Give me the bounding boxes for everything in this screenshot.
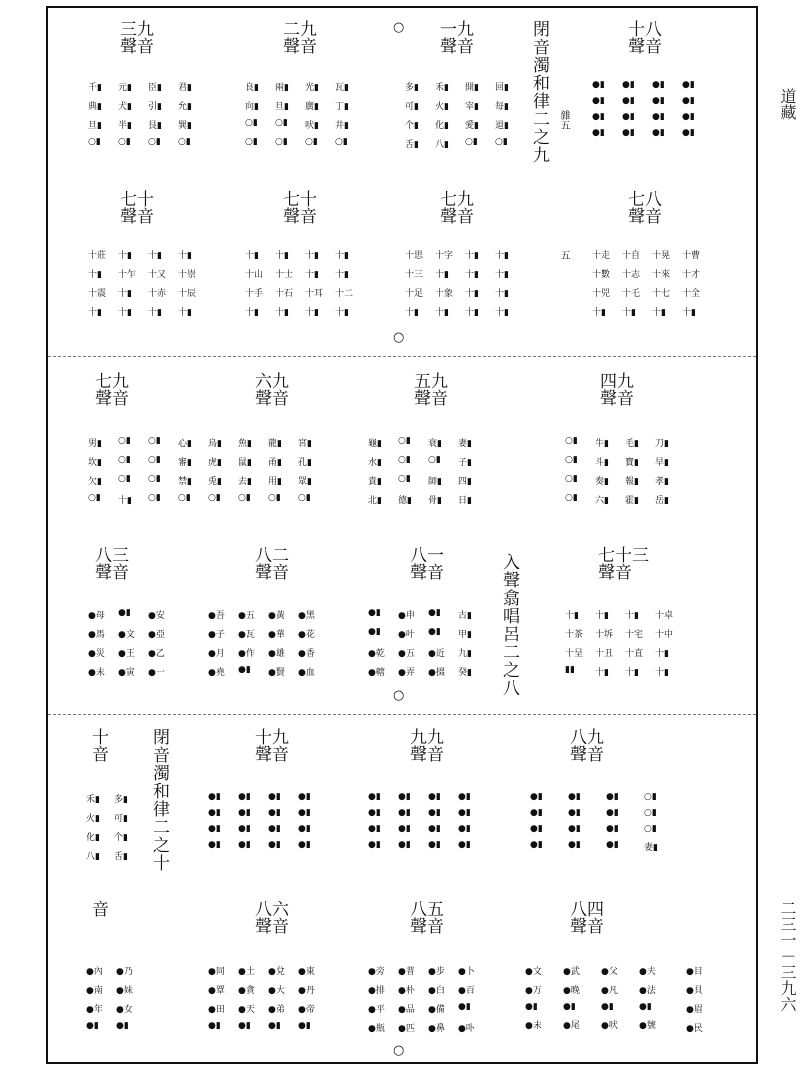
char-grid: 龜▮ ○▮ 衰▮ 妻▮ 水▮ ○▮ ○▮ 子▮ 貴▮ ○▮ 師▮ 四▮ 北▮ 德▮ 骨▮ 日▮	[368, 436, 472, 506]
char-grid: 良▮ 兩▮ 光▮ 瓦▮ 向▮ 旦▮ 廣▮ 丁▮ ○▮ ○▮ 吠▮ 井▮ ○▮ ○▮ ○▮ ○▮	[245, 83, 349, 147]
char-grid: ●▮ ●申 ●▮ 古▮ ●▮ ●叶 ●▮ 甲▮ ●乾 ●五 ●近 九▮ ●轄 ●弄 ●掇 癸▮	[368, 608, 472, 678]
tone-heading: 十八 聲音	[628, 20, 662, 57]
char-grid: 禾▮ 多▮ 火▮ 可▮ 化▮ 个▮ 八▮ 舌▮	[86, 795, 128, 862]
tone-heading: 七十 聲音	[283, 190, 317, 227]
char-grid: 十▮ 十▮ 十▮ 十卓 十茶 十坼 十宅 十中 十呈 十丑 十直 十▮ ▮▮ 十▮ 十▮ 十▮	[565, 611, 674, 678]
tone-heading: 三九 聲音	[120, 20, 154, 57]
circle-mark: ○	[393, 20, 405, 35]
tone-heading: 七十 聲音	[120, 190, 154, 227]
circle-mark: ○	[393, 688, 405, 703]
char-grid: ●目 ●貝 ●眉 ●民	[686, 967, 703, 1034]
small-note: 五	[558, 250, 569, 260]
section-title: 入聲翕唱呂二之八	[499, 553, 519, 697]
section-divider	[48, 714, 756, 715]
circle-mark: ○	[393, 330, 405, 345]
small-note: 雜五	[558, 110, 569, 130]
char-grid: ●▮ ●▮ ●▮ ○▮ ●▮ ●▮ ●▮ ○▮ ●▮ ●▮ ●▮ ○▮ ●▮ ●▮ ●▮ 妻▮	[530, 792, 658, 853]
char-grid: ○▮ 牛▮ 毛▮ 刀▮ ○▮ 斗▮ 寶▮ 早▮ ○▮ 奏▮ 報▮ 孝▮ ○▮ 六▮ 霍▮ 岳▮	[565, 436, 669, 506]
tone-heading: 一九 聲音	[440, 20, 474, 57]
tone-heading: 七八 聲音	[628, 190, 662, 227]
tone-heading: 二九 聲音	[283, 20, 317, 57]
char-grid: ●母 ●▮ ●安 ●馬 ●文 ●亞 ●災 ●王 ●乙 ●未 ●寅 ●一	[88, 608, 165, 678]
section-title: 閉音濁和律二之九	[529, 20, 549, 164]
section-divider	[48, 356, 756, 357]
tone-heading: 八四 聲音	[570, 900, 604, 937]
tone-heading: 十 音	[92, 728, 109, 765]
tone-heading: 四九 聲音	[600, 372, 634, 409]
tone-heading: 九九 聲音	[410, 728, 444, 765]
tone-heading: 六九 聲音	[255, 372, 289, 409]
page-frame	[46, 6, 758, 1064]
margin-book-title: 道藏	[778, 88, 797, 120]
char-grid: 男▮ ○▮ ○▮ 心▮ 坎▮ ○▮ ○▮ 審▮ 欠▮ ○▮ ○▮ 禁▮ ○▮ 十▮ ○▮ ○▮	[88, 436, 192, 506]
circle-mark: ○	[393, 1043, 405, 1058]
char-grid: 千▮ 元▮ 臣▮ 君▮ 典▮ 犬▮ 引▮ 允▮ 旦▮ 半▮ 艮▮ 巽▮ ○▮ ○▮ ○▮ ○▮	[88, 83, 192, 147]
tone-heading: 七九 聲音	[95, 372, 129, 409]
char-grid: 十莊 十▮ 十▮ 十▮ 十▮ 十乍 十又 十崇 十震 十▮ 十赤 十辰 十▮ 十▮ 十▮ 十▮	[88, 251, 197, 318]
char-grid: 十▮ 十▮ 十▮ 十▮ 十山 十士 十▮ 十▮ 十手 十石 十耳 十二 十▮ 十▮ 十▮ 十▮	[245, 251, 354, 318]
tone-heading: 八九 聲音	[570, 728, 604, 765]
tone-heading: 音	[92, 900, 109, 920]
char-grid: 十走 十自 十晃 十曹 十數 十志 十來 十才 十兕 十乇 十七 十全 十▮ 十▮ 十▮ 十▮	[592, 251, 701, 318]
char-grid: 十思 十字 十▮ 十▮ 十三 十▮ 十▮ 十▮ 十足 十象 十▮ 十▮ 十▮ 十▮ 十▮ 十▮	[405, 251, 509, 318]
tone-heading: 八一 聲音	[410, 546, 444, 583]
char-grid: ●同 ●土 ●兌 ●東 ●覃 ●貪 ●大 ●丹 ●田 ●天 ●弟 ●帝 ●▮ ●▮ ●▮ ●▮	[208, 967, 315, 1031]
tone-heading: 八二 聲音	[255, 546, 289, 583]
tone-heading: 八五 聲音	[410, 900, 444, 937]
section-title: 閉音濁和律二之十	[149, 728, 169, 872]
char-grid: 多▮ 禾▮ 開▮ 回▮ 可▮ 火▮ 宰▮ 每▮ 个▮ 化▮ 愛▮ 退▮ 舌▮ 八▮ ○▮ ○▮	[405, 83, 509, 150]
tone-heading: 七十三 聲音	[598, 546, 649, 583]
tone-heading: 七九 聲音	[440, 190, 474, 227]
tone-heading: 八三 聲音	[95, 546, 129, 583]
char-grid: ●文 ●武 ●父 ●夫 ●万 ●晚 ●凡 ●法 ●▮ ●▮ ●▮ ●▮ ●未 ●尾 ●吠 ●號	[525, 967, 656, 1031]
margin-page-number: 二三一－三九六	[778, 900, 797, 1012]
tone-heading: 八六 聲音	[255, 900, 289, 937]
char-grid: ●旁 ●普 ●步 ●卜 ●排 ●朴 ●白 ●百 ●平 ●品 ●備 ●▮ ●瓶 ●匹 ●鼻 ●卟	[368, 967, 475, 1034]
char-grid: ●▮ ●▮ ●▮ ●▮ ●▮ ●▮ ●▮ ●▮ ●▮ ●▮ ●▮ ●▮ ●▮ ●▮ ●▮ ●▮	[592, 80, 695, 138]
char-grid: ●內 ●乃 ●南 ●妹 ●年 ●女 ●▮ ●▮	[86, 967, 133, 1031]
char-grid: ●▮ ●▮ ●▮ ●▮ ●▮ ●▮ ●▮ ●▮ ●▮ ●▮ ●▮ ●▮ ●▮ ●▮ ●▮ ●▮	[208, 792, 311, 850]
tone-heading: 五九 聲音	[414, 372, 448, 409]
char-grid: ●▮ ●▮ ●▮ ●▮ ●▮ ●▮ ●▮ ●▮ ●▮ ●▮ ●▮ ●▮ ●▮ ●▮ ●▮ ●▮	[368, 792, 471, 850]
tone-heading: 十九 聲音	[255, 728, 289, 765]
char-grid: 烏▮ 魚▮ 龍▮ 宮▮ 虎▮ 鼠▮ 甬▮ 孔▮ 兎▮ 去▮ 用▮ 眾▮ ○▮ ○▮ ○▮ ○▮	[208, 439, 312, 503]
char-grid: ●吾 ●五 ●黃 ●黑 ●子 ●瓦 ●華 ●花 ●月 ●作 ●雄 ●香 ●堯 ●▮ ●賢 ●血	[208, 611, 315, 678]
